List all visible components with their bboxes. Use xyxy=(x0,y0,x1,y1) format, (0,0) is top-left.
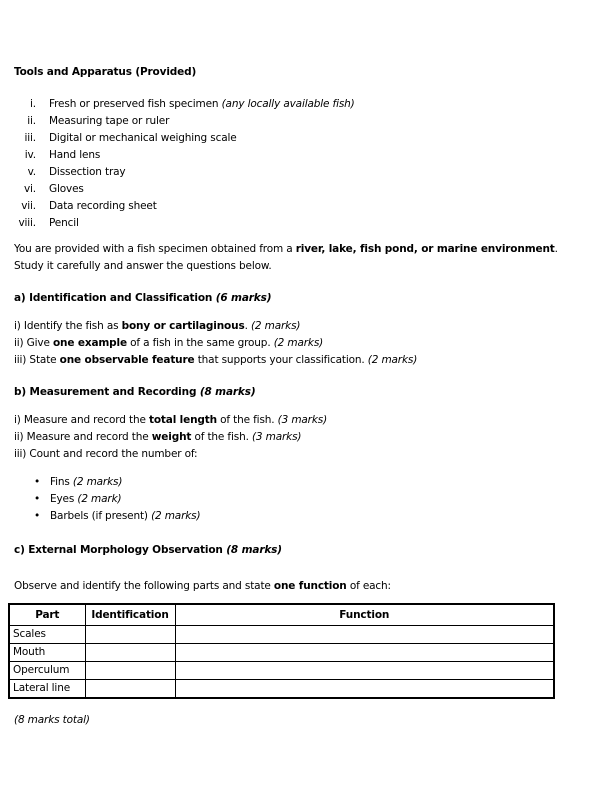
function-cell xyxy=(175,644,554,662)
function-cell xyxy=(175,662,554,680)
section-b-heading: b) Measurement and Recording (8 marks) xyxy=(14,386,256,398)
count-bullet-list xyxy=(14,474,602,525)
identification-cell xyxy=(85,626,175,644)
morphology-table xyxy=(8,603,555,699)
section-b-questions xyxy=(14,412,602,463)
list-marker: viii. xyxy=(18,217,36,229)
list-marker: vi. xyxy=(23,183,36,195)
section-c-heading: c) External Morphology Observation (8 marks) xyxy=(14,544,282,556)
bullet-item-text: Barbels (if present) (2 marks) xyxy=(50,510,201,522)
section-c-lead: Observe and identify the following parts and state one function of each: xyxy=(14,580,391,592)
table-header-row xyxy=(9,604,554,626)
marks-total-note: (8 marks total) xyxy=(14,714,90,726)
question-line: i) Identify the fish as bony or cartilaginous. (2 marks) xyxy=(14,320,301,332)
function-cell xyxy=(175,680,554,699)
list-marker: ii. xyxy=(27,115,36,127)
section-a-questions xyxy=(14,318,602,369)
tools-list xyxy=(0,96,602,232)
function-cell xyxy=(175,626,554,644)
table-row xyxy=(9,644,554,662)
column-header-identification: Identification xyxy=(85,604,175,626)
bullet-icon: • xyxy=(34,510,41,522)
table-row xyxy=(9,680,554,699)
list-item-text: Fresh or preserved fish specimen (any locally available fish) xyxy=(49,98,355,110)
list-item-text: Dissection tray xyxy=(49,166,126,178)
bullet-item-text: Eyes (2 mark) xyxy=(50,493,122,505)
column-header-function: Function xyxy=(175,604,554,626)
list-item xyxy=(0,181,602,198)
identification-cell xyxy=(85,644,175,662)
table-row xyxy=(9,662,554,680)
section-a-heading: a) Identification and Classification (6 marks) xyxy=(14,292,272,304)
list-item xyxy=(0,164,602,181)
list-item-text: Hand lens xyxy=(49,149,101,161)
list-item-text: Digital or mechanical weighing scale xyxy=(49,132,237,144)
list-item xyxy=(0,198,602,215)
list-item xyxy=(0,96,602,113)
bullet-item xyxy=(14,508,602,525)
intro-paragraph xyxy=(14,241,602,275)
list-item-text: Measuring tape or ruler xyxy=(49,115,170,127)
column-header-part: Part xyxy=(9,604,85,626)
list-item xyxy=(0,147,602,164)
list-item-text: Pencil xyxy=(49,217,79,229)
question-line: i) Measure and record the total length of the fish. (3 marks) xyxy=(14,414,328,426)
list-item-text: Data recording sheet xyxy=(49,200,157,212)
list-marker: vii. xyxy=(21,200,36,212)
list-marker: v. xyxy=(27,166,36,178)
bullet-icon: • xyxy=(34,493,41,505)
list-marker: iii. xyxy=(24,132,36,144)
question-line: iii) Count and record the number of: xyxy=(14,448,198,460)
intro-line: You are provided with a fish specimen obtained from a river, lake, fish pond, or marine environment. xyxy=(14,243,558,255)
list-item xyxy=(0,113,602,130)
list-item-text: Gloves xyxy=(49,183,84,195)
identification-cell xyxy=(85,662,175,680)
intro-line: Study it carefully and answer the questions below. xyxy=(14,260,272,272)
list-marker: i. xyxy=(30,98,36,110)
list-item xyxy=(0,130,602,147)
part-cell: Mouth xyxy=(9,644,85,662)
question-line: ii) Measure and record the weight of the fish. (3 marks) xyxy=(14,431,302,443)
list-item xyxy=(0,215,602,232)
bullet-icon: • xyxy=(34,476,41,488)
tools-heading: Tools and Apparatus (Provided) xyxy=(14,66,197,78)
part-cell: Operculum xyxy=(9,662,85,680)
part-cell: Lateral line xyxy=(9,680,85,699)
part-cell: Scales xyxy=(9,626,85,644)
bullet-item xyxy=(14,474,602,491)
bullet-item-text: Fins (2 marks) xyxy=(50,476,123,488)
question-line: ii) Give one example of a fish in the same group. (2 marks) xyxy=(14,337,324,349)
question-line: iii) State one observable feature that supports your classification. (2 marks) xyxy=(14,354,418,366)
table-row xyxy=(9,626,554,644)
list-marker: iv. xyxy=(24,149,36,161)
bullet-item xyxy=(14,491,602,508)
identification-cell xyxy=(85,680,175,699)
